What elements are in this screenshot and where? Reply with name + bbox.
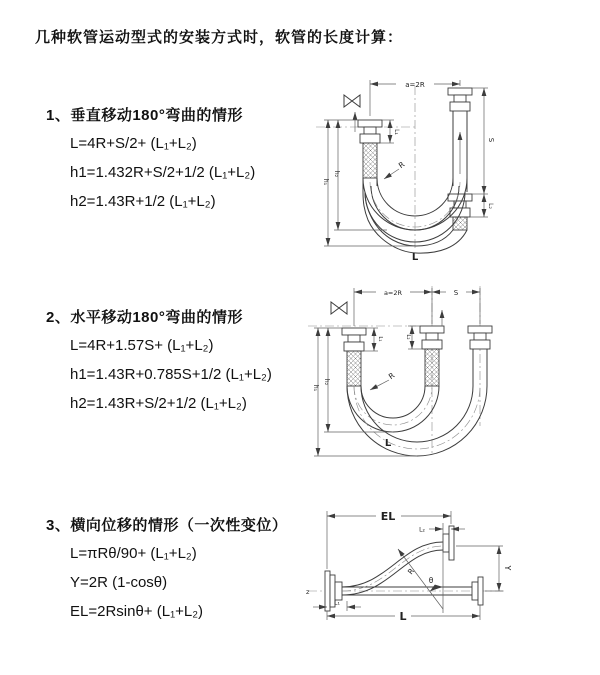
section-2-heading: 2、水平移动180°弯曲的情形 (46, 309, 243, 326)
dimension-span (354, 288, 480, 326)
hose-u-bend (347, 386, 487, 456)
braided-hose-right (453, 217, 467, 230)
dim-label-stroke: S (453, 289, 459, 297)
dim-label-length: L (399, 610, 407, 623)
dim-label-h1: h₁ (312, 384, 319, 392)
dim-label-end-mid: L₂ (405, 334, 411, 340)
diagram-horizontal-move-180-bend (306, 282, 596, 462)
dimension-end-left (313, 600, 361, 612)
formula-line: L=πRθ/90+ (L₁+L₂) (70, 545, 197, 562)
dim-label-span: a=2R (383, 289, 403, 297)
radius-callout (384, 160, 406, 179)
dim-label-angle: θ (428, 576, 434, 585)
dim-label-h2: h₂ (333, 170, 340, 178)
hose-displaced-position (342, 526, 454, 595)
dimension-end-right (470, 194, 494, 217)
dim-label-el: EL (380, 510, 396, 523)
formula-line: h2=1.43R+1/2 (L₁+L₂) (70, 193, 216, 210)
formula-line: h2=1.43R+S/2+1/2 (L₁+L₂) (70, 395, 247, 412)
dim-label-end-left: L₁ (393, 129, 400, 135)
radius-callout (398, 549, 443, 609)
valve-icon (344, 95, 360, 107)
left-flange-fitting (342, 328, 366, 351)
left-flange-fitting (358, 120, 382, 143)
dimension-end-mid (405, 326, 422, 349)
dim-label-radius: R (396, 159, 407, 171)
dim-label-h1: h₁ (322, 178, 329, 186)
dimension-offset (456, 546, 512, 591)
section-1-heading: 1、垂直移动180°弯曲的情形 (46, 107, 243, 124)
dimension-length (327, 605, 480, 623)
braided-hose-left (347, 351, 361, 386)
diagram-lateral-displacement (302, 503, 597, 668)
section-3-heading: 3、横向位移的情形（一次性变位） (46, 517, 288, 534)
dimension-end-right (419, 527, 465, 534)
valve-icon (331, 302, 347, 314)
dim-label-end-left: L₁ (334, 599, 340, 607)
middle-flange-fitting (420, 326, 444, 349)
formula-line: L=4R+S/2+ (L₁+L₂) (70, 135, 197, 152)
centerline-end-mark: z (306, 588, 310, 596)
braided-hose-left (363, 143, 377, 178)
dimension-end-left (380, 120, 400, 143)
formula-line: h1=1.43R+0.785S+1/2 (L₁+L₂) (70, 366, 272, 383)
formula-line: EL=2Rsinθ+ (L₁+L₂) (70, 603, 204, 620)
dim-label-h2: h₂ (323, 378, 330, 386)
dim-label-radius: R (405, 566, 417, 577)
braided-hose-middle (425, 349, 439, 386)
dim-label-end-left: L₁ (377, 336, 383, 342)
section-1-formulas (70, 129, 255, 216)
dimension-stroke (432, 289, 480, 297)
formula-line: Y=2R (1-cosθ) (70, 574, 168, 591)
right-upper-flange-fitting (448, 88, 472, 111)
angle-callout (429, 576, 443, 591)
dim-label-span: a=2R (405, 81, 425, 89)
dim-label-offset: Y (503, 565, 512, 571)
dim-label-end-right: L₂ (487, 203, 494, 209)
formula-line: h1=1.432R+S/2+1/2 (L₁+L₂) (70, 164, 256, 181)
dimension-stroke (472, 88, 495, 194)
formula-line: L=4R+1.57S+ (L₁+L₂) (70, 337, 214, 354)
dim-label-stroke: S (487, 137, 495, 143)
dimension-el (327, 510, 451, 569)
radius-callout (370, 371, 396, 390)
right-flange-fitting (468, 326, 492, 349)
dim-label-length: L (411, 252, 419, 263)
dim-label-radius: R (386, 370, 397, 382)
dim-label-length: L (384, 438, 392, 449)
page-title: 几种软管运动型式的安装方式时，软管的长度计算： (35, 29, 404, 46)
section-2-formulas (70, 331, 272, 418)
diagram-vertical-move-180-bend (312, 74, 587, 262)
dimension-end-left (364, 328, 383, 351)
dim-label-end-right: L₂ (419, 526, 425, 534)
section-3-formulas (70, 539, 203, 626)
